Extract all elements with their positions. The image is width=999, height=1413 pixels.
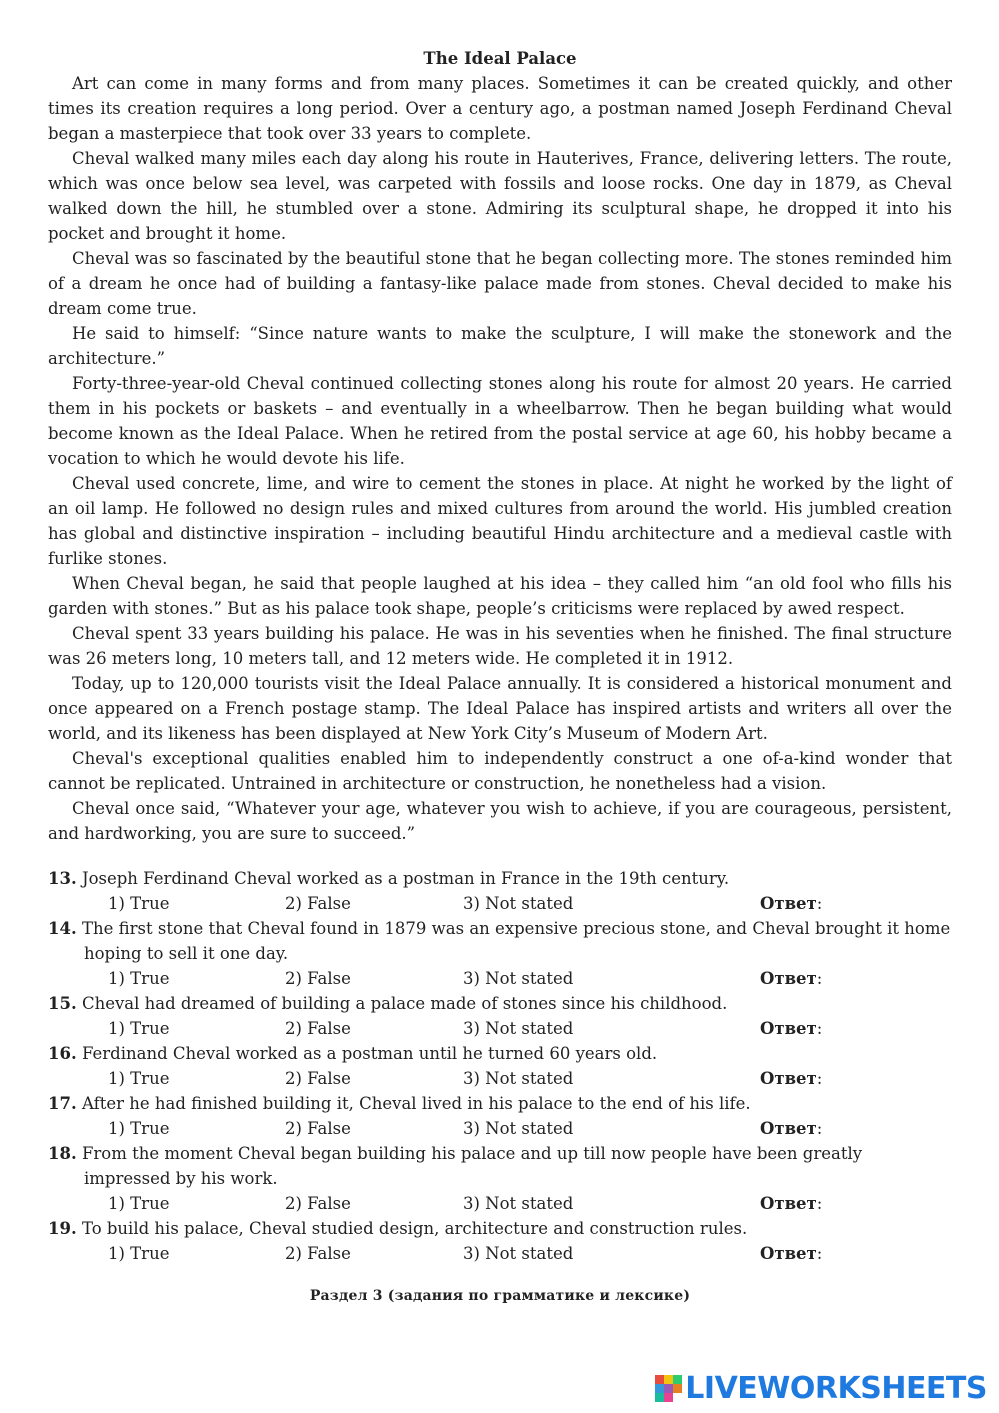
option-1[interactable]: 1) True (108, 1019, 170, 1038)
answer-field[interactable]: Ответ: (760, 1116, 916, 1141)
answer-label: Ответ (760, 969, 817, 988)
page-title: The Ideal Palace (423, 49, 577, 68)
paragraph: Cheval walked many miles each day along his route in Hauterives, France, delivering letters. The route, which was once below sea level, was carpeted with fossils and loose rocks. One day in 1879, as Cheval walked down the hill, he stumbled over a stone. Admiring its sculptural shape, he dropped it into his pocket and brought it home. (48, 149, 952, 243)
option-3[interactable]: 3) Not stated (463, 1244, 574, 1263)
paragraph: Cheval spent 33 years building his palace. He was in his seventies when he finished. The final structure was 26 meters long, 10 meters tall, and 12 meters wide. He completed it in 1912. (48, 624, 952, 668)
question-text: To build his palace, Cheval studied design, architecture and construction rules. (81, 1219, 748, 1238)
option-2[interactable]: 2) False (285, 1019, 351, 1038)
answer-options (48, 1066, 952, 1091)
answer-field[interactable]: Ответ: (760, 1016, 916, 1041)
answer-input[interactable] (826, 1021, 916, 1039)
option-3[interactable]: 3) Not stated (463, 969, 574, 988)
question-number: 18. (48, 1144, 77, 1163)
question-text: Ferdinand Cheval worked as a postman until he turned 60 years old. (81, 1044, 658, 1063)
question-text: From the moment Cheval began building his palace and up till now people have been greatly impressed by his work. (81, 1144, 863, 1188)
answer-options (48, 1016, 952, 1041)
paragraph: When Cheval began, he said that people laughed at his idea – they called him “an old fool who fills his garden with stones.” But as his palace took shape, people’s criticisms were replaced by awed respect. (48, 574, 952, 618)
answer-input[interactable] (826, 896, 916, 914)
answer-input[interactable] (826, 971, 916, 989)
brand-watermark (655, 1371, 987, 1405)
answer-field[interactable]: Ответ: (760, 1241, 916, 1266)
option-2[interactable]: 2) False (285, 1244, 351, 1263)
answer-label: Ответ (760, 1194, 817, 1213)
question-stem (48, 991, 952, 1016)
reading-text (48, 71, 952, 846)
question-text: The first stone that Cheval found in 1879 was an expensive precious stone, and Cheval brought it home hoping to sell it one day. (81, 919, 951, 963)
paragraph: Cheval once said, “Whatever your age, whatever you wish to achieve, if you are courageous, persistent, and hardworking, you are sure to succeed.” (48, 799, 952, 843)
answer-options (48, 966, 952, 991)
question-text: After he had finished building it, Cheval lived in his palace to the end of his life. (81, 1094, 751, 1113)
answer-label: Ответ (760, 1069, 817, 1088)
question-stem (48, 1216, 952, 1241)
question-number: 13. (48, 869, 77, 888)
section-heading: Раздел 3 (задания по грамматике и лексике) (309, 1288, 691, 1304)
option-3[interactable]: 3) Not stated (463, 1119, 574, 1138)
question-stem (48, 1091, 952, 1116)
answer-label: Ответ (760, 1119, 817, 1138)
option-3[interactable]: 3) Not stated (463, 1069, 574, 1088)
worksheet-page (48, 46, 952, 1306)
answer-field[interactable]: Ответ: (760, 1191, 916, 1216)
answer-label: Ответ (760, 894, 817, 913)
option-3[interactable]: 3) Not stated (463, 1194, 574, 1213)
option-3[interactable]: 3) Not stated (463, 1019, 574, 1038)
option-2[interactable]: 2) False (285, 1194, 351, 1213)
answer-options (48, 1191, 952, 1216)
answer-input[interactable] (826, 1121, 916, 1139)
question-text: Cheval had dreamed of building a palace made of stones since his childhood. (81, 994, 728, 1013)
answer-field[interactable]: Ответ: (760, 891, 916, 916)
option-3[interactable]: 3) Not stated (463, 894, 574, 913)
question-list (48, 866, 952, 1266)
option-2[interactable]: 2) False (285, 894, 351, 913)
answer-label: Ответ (760, 1019, 817, 1038)
question-stem (48, 916, 952, 966)
option-2[interactable]: 2) False (285, 1069, 351, 1088)
paragraph: Forty-three-year-old Cheval continued collecting stones along his route for almost 20 years. He carried them in his pockets or baskets – and eventually in a wheelbarrow. Then he began building what would become known as the Ideal Palace. When he retired from the postal service at age 60, his hobby became a vocation to which he would devote his life. (48, 374, 952, 468)
option-1[interactable]: 1) True (108, 1069, 170, 1088)
paragraph: Cheval's exceptional qualities enabled him to independently construct a one of-a-kind wonder that cannot be replicated. Untrained in architecture or construction, he nonetheless had a vision. (48, 749, 952, 793)
question-number: 14. (48, 919, 77, 938)
answer-options (48, 891, 952, 916)
question-stem (48, 1041, 952, 1066)
option-1[interactable]: 1) True (108, 1244, 170, 1263)
option-2[interactable]: 2) False (285, 1119, 351, 1138)
paragraph: Art can come in many forms and from many places. Sometimes it can be created quickly, and other times its creation requires a long period. Over a century ago, a postman named Joseph Ferdinand Cheval began a masterpiece that took over 33 years to complete. (48, 74, 952, 143)
option-1[interactable]: 1) True (108, 1194, 170, 1213)
question-number: 15. (48, 994, 77, 1013)
question-number: 16. (48, 1044, 77, 1063)
answer-field[interactable]: Ответ: (760, 1066, 916, 1091)
answer-options (48, 1116, 952, 1141)
question-number: 17. (48, 1094, 77, 1113)
brand-name: LIVEWORKSHEETS (685, 1370, 987, 1406)
question-stem (48, 1141, 952, 1191)
answer-input[interactable] (826, 1196, 916, 1214)
paragraph: Cheval used concrete, lime, and wire to cement the stones in place. At night he worked by the light of an oil lamp. He followed no design rules and mixed cultures from around the world. His jumbled creation has global and distinctive inspiration – including beautiful Hindu architecture and a medieval castle with furlike stones. (48, 474, 952, 568)
question-stem (48, 866, 952, 891)
answer-label: Ответ (760, 1244, 817, 1263)
answer-options (48, 1241, 952, 1266)
option-1[interactable]: 1) True (108, 894, 170, 913)
answer-field[interactable]: Ответ: (760, 966, 916, 991)
question-text: Joseph Ferdinand Cheval worked as a postman in France in the 19th century. (81, 869, 730, 888)
option-2[interactable]: 2) False (285, 969, 351, 988)
answer-input[interactable] (826, 1246, 916, 1264)
paragraph: Cheval was so fascinated by the beautiful stone that he began collecting more. The stones reminded him of a dream he once had of building a fantasy-like palace made from stones. Cheval decided to make his dream come true. (48, 249, 952, 318)
paragraph: He said to himself: “Since nature wants to make the sculpture, I will make the stonework and the architecture.” (48, 324, 952, 368)
answer-input[interactable] (826, 1071, 916, 1089)
option-1[interactable]: 1) True (108, 969, 170, 988)
option-1[interactable]: 1) True (108, 1119, 170, 1138)
question-number: 19. (48, 1219, 77, 1238)
liveworksheets-logo-icon (655, 1375, 683, 1401)
paragraph: Today, up to 120,000 tourists visit the Ideal Palace annually. It is considered a historical monument and once appeared on a French postage stamp. The Ideal Palace has inspired artists and writers all over the world, and its likeness has been displayed at New York City’s Museum of Modern Art. (48, 674, 952, 743)
